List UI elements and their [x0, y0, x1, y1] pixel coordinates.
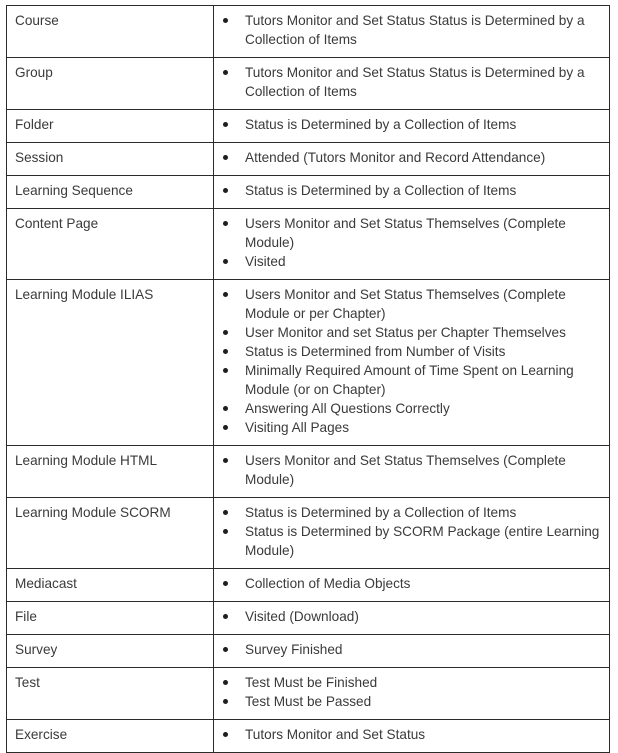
- modes-cell: [214, 498, 610, 569]
- object-type-cell: [7, 569, 214, 602]
- list-item: Status is Determined from Number of Visits: [214, 342, 603, 361]
- object-type-cell: [7, 209, 214, 280]
- object-type-cell: [7, 110, 214, 143]
- table-row: [7, 569, 610, 602]
- modes-list: [214, 574, 603, 593]
- modes-cell: [214, 110, 610, 143]
- table-row: [7, 209, 610, 280]
- list-item: Answering All Questions Correctly: [214, 399, 603, 418]
- object-type-cell: [7, 668, 214, 720]
- table-row: [7, 58, 610, 110]
- list-item: Test Must be Passed: [214, 692, 603, 711]
- modes-list: [214, 607, 603, 626]
- table-body: [7, 6, 610, 753]
- object-type-cell: [7, 720, 214, 753]
- list-item: Minimally Required Amount of Time Spent on Learning Module (or on Chapter): [214, 361, 603, 399]
- modes-cell: [214, 209, 610, 280]
- table-row: [7, 498, 610, 569]
- table-row: [7, 602, 610, 635]
- list-item: Status is Determined by SCORM Package (entire Learning Module): [214, 522, 603, 560]
- modes-cell: [214, 602, 610, 635]
- table-row: [7, 143, 610, 176]
- object-type-label: Exercise: [15, 727, 68, 742]
- table-row: [7, 176, 610, 209]
- list-item: Status is Determined by a Collection of Items: [214, 503, 603, 522]
- table-row: [7, 668, 610, 720]
- object-type-label: Learning Module SCORM: [15, 505, 171, 520]
- object-type-label: Content Page: [15, 216, 99, 231]
- modes-cell: [214, 6, 610, 58]
- table-row: [7, 110, 610, 143]
- modes-list: [214, 181, 603, 200]
- object-type-label: Mediacast: [15, 576, 77, 591]
- list-item: Tutors Monitor and Set Status Status is Determined by a Collection of Items: [214, 63, 603, 101]
- table-row: [7, 6, 610, 58]
- object-type-cell: [7, 446, 214, 498]
- list-item: Attended (Tutors Monitor and Record Attendance): [214, 148, 603, 167]
- object-type-label: Group: [15, 65, 53, 80]
- list-item: User Monitor and set Status per Chapter Themselves: [214, 323, 603, 342]
- modes-list: [214, 285, 603, 437]
- modes-cell: [214, 446, 610, 498]
- list-item: Users Monitor and Set Status Themselves (Complete Module): [214, 451, 603, 489]
- modes-cell: [214, 176, 610, 209]
- list-item: Users Monitor and Set Status Themselves (Complete Module or per Chapter): [214, 285, 603, 323]
- object-type-cell: [7, 635, 214, 668]
- object-type-label: Test: [15, 675, 40, 690]
- object-type-label: Course: [15, 13, 59, 28]
- modes-cell: [214, 58, 610, 110]
- modes-list: [214, 503, 603, 560]
- modes-cell: [214, 280, 610, 446]
- object-type-cell: [7, 58, 214, 110]
- object-type-cell: [7, 602, 214, 635]
- modes-cell: [214, 635, 610, 668]
- list-item: Status is Determined by a Collection of Items: [214, 115, 603, 134]
- list-item: Tutors Monitor and Set Status Status is Determined by a Collection of Items: [214, 11, 603, 49]
- table-row: [7, 720, 610, 753]
- modes-cell: [214, 720, 610, 753]
- modes-list: [214, 11, 603, 49]
- modes-list: [214, 148, 603, 167]
- object-type-label: Learning Module HTML: [15, 453, 158, 468]
- table-row: [7, 280, 610, 446]
- modes-cell: [214, 668, 610, 720]
- list-item: Status is Determined by a Collection of Items: [214, 181, 603, 200]
- object-type-cell: [7, 143, 214, 176]
- modes-list: [214, 115, 603, 134]
- modes-list: [214, 451, 603, 489]
- object-type-cell: [7, 280, 214, 446]
- modes-cell: [214, 569, 610, 602]
- table-row: [7, 446, 610, 498]
- object-type-label: Learning Module ILIAS: [15, 287, 154, 302]
- modes-list: [214, 63, 603, 101]
- learning-progress-modes-table: [6, 5, 610, 753]
- object-type-label: Folder: [15, 117, 54, 132]
- list-item: Collection of Media Objects: [214, 574, 603, 593]
- modes-cell: [214, 143, 610, 176]
- list-item: Users Monitor and Set Status Themselves (Complete Module): [214, 214, 603, 252]
- modes-list: [214, 673, 603, 711]
- list-item: Visited: [214, 252, 603, 271]
- list-item: Survey Finished: [214, 640, 603, 659]
- object-type-cell: [7, 498, 214, 569]
- list-item: Visiting All Pages: [214, 418, 603, 437]
- modes-list: [214, 725, 603, 744]
- object-type-label: Learning Sequence: [15, 183, 133, 198]
- modes-list: [214, 640, 603, 659]
- object-type-label: File: [15, 609, 37, 624]
- object-type-label: Survey: [15, 642, 58, 657]
- list-item: Tutors Monitor and Set Status: [214, 725, 603, 744]
- list-item: Visited (Download): [214, 607, 603, 626]
- object-type-cell: [7, 176, 214, 209]
- modes-list: [214, 214, 603, 271]
- list-item: Test Must be Finished: [214, 673, 603, 692]
- table-row: [7, 635, 610, 668]
- object-type-cell: [7, 6, 214, 58]
- object-type-label: Session: [15, 150, 64, 165]
